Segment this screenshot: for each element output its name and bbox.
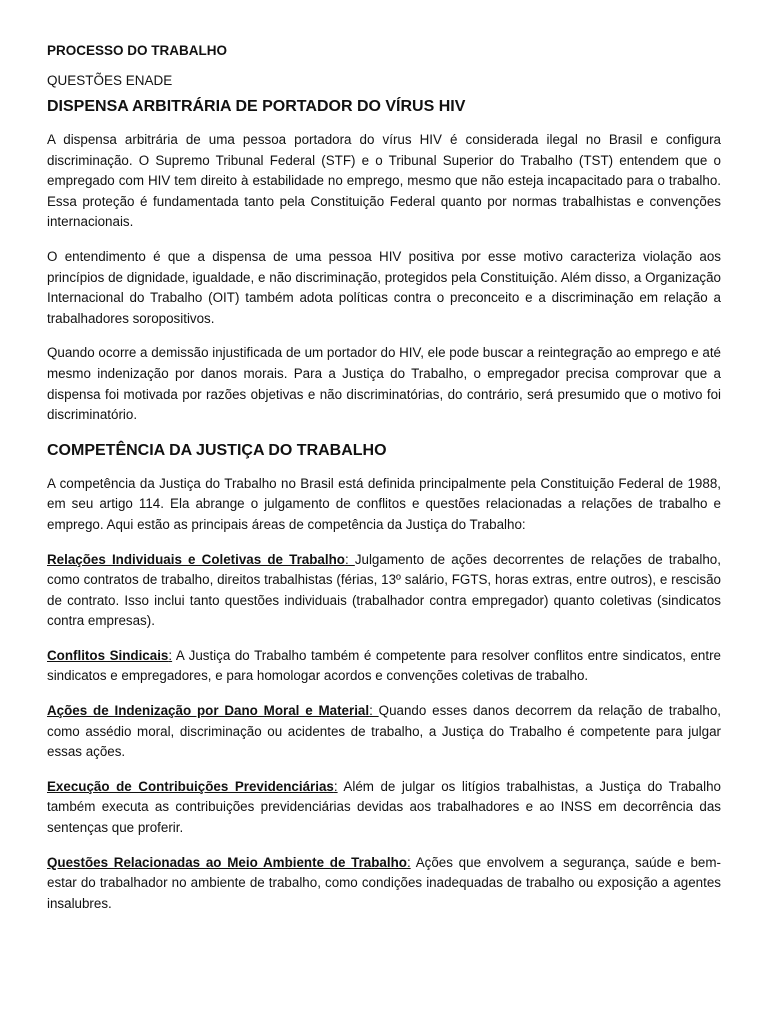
competence-item: [47, 777, 721, 839]
competence-description: Além de julgar os litígios trabalhistas, a Justiça do Trabalho também executa as contribuições previdenciárias devidas aos trabalhadores e ao INSS em decorrência das sentenças que proferir.: [47, 778, 721, 836]
competence-term: Relações Individuais e Coletivas de Trabalho: [47, 551, 345, 567]
term-colon: :: [406, 854, 411, 870]
competence-item: [47, 550, 721, 632]
competence-description: Quando esses danos decorrem da relação de trabalho, como assédio moral, discriminação ou acidentes de trabalho, a Justiça do Trabalho é competente para julgar essas ações.: [47, 703, 721, 760]
paragraph: Quando ocorre a demissão injustificada de um portador do HIV, ele pode buscar a reintegração ao emprego e até mesmo indenização por danos morais. Para a Justiça do Trabalho, o empregador precisa comprovar que a dispensa foi motivada por razões objetivas e não discriminatórias, do contrário, será presumido que o motivo foi discriminatório.: [47, 345, 721, 423]
competence-item: [47, 853, 721, 915]
competence-item: [47, 701, 721, 763]
competence-term: Execução de Contribuições Previdenciárias: [47, 778, 334, 794]
competence-description: Ações que envolvem a segurança, saúde e bem-estar do trabalhador no ambiente de trabalho, como condições inadequadas de trabalho ou exposição a agentes insalubres.: [47, 854, 721, 911]
paragraph: O entendimento é que a dispensa de uma pessoa HIV positiva por esse motivo caracteriza violação aos princípios de dignidade, igualdade, e não discriminação, protegidos pela Constituição. Além disso, a Organização Internacional do Trabalho (OIT) também adota políticas contra o preconceito e a discriminação em relação a trabalhadores soropositivos.: [47, 248, 721, 326]
document-subtitle: QUESTÕES ENADE: [47, 73, 173, 88]
competence-item: [47, 646, 721, 687]
section-heading-labor-court-competence: COMPETÊNCIA DA JUSTIÇA DO TRABALHO: [47, 441, 387, 459]
term-colon: :: [333, 778, 338, 794]
competence-term: Ações de Indenização por Dano Moral e Material: [47, 703, 370, 719]
paragraph: A dispensa arbitrária de uma pessoa portadora do vírus HIV é considerada ilegal no Brasil e configura discriminação. O Supremo Tribunal Federal (STF) e o Tribunal Superior do Trabalho (TST) entendem que o empregado com HIV tem direito à estabilidade no emprego, mesmo que não esteja incapacitado para o trabalho. Essa proteção é fundamentada tanto pela Constituição Federal quanto por normas trabalhistas e convenções internacionais.: [47, 132, 721, 230]
competence-description: Julgamento de ações decorrentes de relações de trabalho, como contratos de trabalho, direitos trabalhistas (férias, 13º salário, FGTS, horas extras, entre outros), e rescisão de contrato. Isso inclui tanto questões individuais (trabalhador contra empregador) quanto coletivas (sindicatos contra empresas).: [47, 551, 721, 629]
competence-term: Questões Relacionadas ao Meio Ambiente de Trabalho: [47, 854, 407, 870]
term-colon: :: [369, 703, 379, 719]
paragraph: A competência da Justiça do Trabalho no Brasil está definida principalmente pela Constituição Federal de 1988, em seu artigo 114. Ela abrange o julgamento de conflitos e questões relacionadas a relações de trabalho e emprego. Aqui estão as principais áreas de competência da Justiça do Trabalho:: [47, 475, 721, 532]
section-heading-hiv-dismissal: DISPENSA ARBITRÁRIA DE PORTADOR DO VÍRUS HIV: [47, 98, 466, 115]
document-title: PROCESSO DO TRABALHO: [47, 43, 228, 58]
term-colon: :: [344, 551, 355, 567]
competence-description: A Justiça do Trabalho também é competente para resolver conflitos entre sindicatos, entre sindicatos e empregadores, e para homologar acordos e convenções coletivas de trabalho.: [47, 647, 721, 684]
competence-term: Conflitos Sindicais: [47, 647, 169, 663]
term-colon: :: [168, 647, 173, 663]
